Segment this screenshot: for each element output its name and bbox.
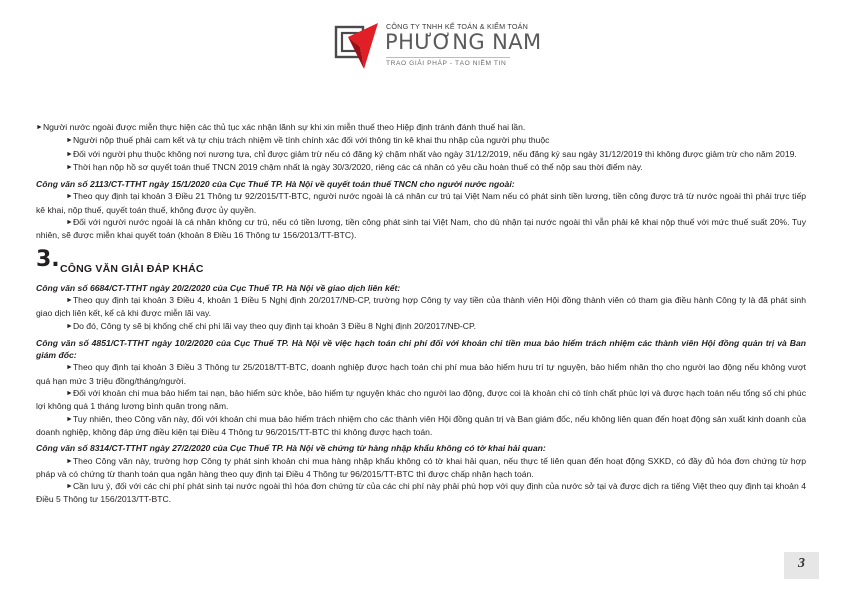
page-number: 3	[798, 556, 805, 571]
paragraph: ►Người nộp thuế phải cam kết và tự chịu trách nhiệm về tính chính xác đối với thông tin kê khai thu nhập của người phụ thuộc	[66, 135, 550, 146]
triangle-bullet-icon: ►	[66, 457, 73, 465]
cv-2113-title: Công văn số 2113/CT-TTHT ngày 15/1/2020 của Cục Thuế TP. Hà Nội về quyết toán thuế TNCN cho người nước ngoài:	[36, 179, 515, 190]
section-number: 3.	[36, 246, 60, 272]
paragraph: ►Theo quy định tại khoản 3 Điều 4, khoản 1 Điều 5 Nghị định 20/2017/NĐ-CP, trường hợp Công ty vay tiền của thành viên Hội đồng thành viên có tham gia điều hành Công ty là đã phát sinh giao dịch liên kết, kể cả khi được miễn lãi vay.	[36, 294, 806, 319]
triangle-bullet-icon: ►	[66, 150, 73, 158]
page-content	[36, 121, 806, 506]
triangle-bullet-icon: ►	[66, 137, 73, 145]
paragraph: ►Do đó, Công ty sẽ bị khống chế chi phí lãi vay theo quy định tại khoản 3 Điều 8 Nghị định 20/2017/NĐ-CP.	[66, 320, 476, 331]
triangle-bullet-icon: ►	[66, 364, 73, 372]
cv-8314-title: Công văn số 8314/CT-TTHT ngày 27/2/2020 của Cục Thuế TP. Hà Nội về chứng từ hàng nhập khẩu không có tờ khai hải quan:	[36, 443, 546, 454]
paragraph: ►Tuy nhiên, theo Công văn này, đối với khoản chi mua bảo hiểm trách nhiệm cho các thành viên Hội đồng quản trị và Ban giám đốc, nếu không liên quan đến hoạt động sản xuất kinh doanh của doanh nghiệp, không đáp ứng điều kiện tại Điều 4 Thông tư 96/2015/TT-BTC thì không được hạch toán.	[36, 413, 806, 437]
paragraph: ►Người nước ngoài được miễn thực hiện các thủ tục xác nhận lãnh sự khi xin miễn thuế theo Hiệp định tránh đánh thuế hai lần.	[36, 122, 526, 132]
company-slogan: TRAO GIẢI PHÁP - TẠO NIỀM TIN	[386, 60, 507, 67]
triangle-bullet-icon: ►	[66, 296, 73, 304]
cv-6684-title: Công văn số 6684/CT-TTHT ngày 20/2/2020 của Cục Thuế TP. Hà Nội về giao dịch liên kết:	[36, 282, 401, 293]
paragraph: ►Đối với người phụ thuộc không nơi nương tựa, chỉ được giảm trừ nếu có đăng ký chậm nhất vào ngày 31/12/2019, nếu đăng ký sau ngày 31/12/2019 thì không được giảm trừ cho năm 2019.	[66, 148, 797, 159]
page-number-box	[784, 552, 819, 579]
triangle-bullet-icon: ►	[66, 390, 73, 398]
triangle-bullet-icon: ►	[66, 193, 73, 201]
brand-divider	[386, 57, 510, 58]
cv-4851-title: Công văn số 4851/CT-TTHT ngày 10/2/2020 của Cục Thuế TP. Hà Nội về việc hạch toán chi phí đối với khoản chi tiền mua bảo hiểm trách nhiệm các thành viên Hội đồng quản trị và Ban giám đốc:	[36, 337, 806, 361]
company-name: PHƯƠNG NAM	[385, 30, 542, 54]
triangle-bullet-icon: ►	[66, 219, 73, 227]
triangle-bullet-icon: ►	[66, 163, 73, 171]
company-header	[334, 18, 542, 74]
company-type-label: CÔNG TY TNHH KẾ TOÁN & KIỂM TOÁN	[386, 22, 529, 31]
paragraph: ►Cần lưu ý, đối với các chi phí phát sinh tại nước ngoài thì hóa đơn chứng từ của các chi phí này phải phù hợp với quy định của nước sở tại và được dịch ra tiếng Việt theo quy định tại khoản 4 Điều 5 Thông tư 156/2013/TT-BTC.	[36, 481, 806, 505]
paragraph: ►Theo quy định tại khoản 3 Điều 21 Thông tư 92/2015/TT-BTC, người nước ngoài là cá nhân cư trú tại Việt Nam nếu có phát sinh tiền lương, tiền công được trả từ nước ngoài thì phải trực tiếp kê khai, nộp thuế, quyết toán thuế, không được ủy quyền.	[36, 191, 806, 215]
triangle-bullet-icon: ►	[36, 124, 43, 131]
triangle-bullet-icon: ►	[66, 483, 73, 491]
paragraph: ►Đối với khoản chi mua bảo hiểm tai nạn, bảo hiểm sức khỏe, bảo hiểm tự nguyện khác cho người lao động, được coi là khoản chi có tính chất phúc lợi và được hạch toán nếu tổng số chi phúc lợi không quá 1 tháng lương bình quân trong năm.	[36, 388, 806, 412]
paragraph: ►Thời hạn nộp hồ sơ quyết toán thuế TNCN 2019 chậm nhất là ngày 30/3/2020, riêng các cá nhân có yêu cầu hoàn thuế có thể nộp sau thời điểm này.	[66, 161, 643, 172]
paragraph: ►Đối với người nước ngoài là cá nhân không cư trú, nếu có tiền lương, tiền công phát sinh tại Việt Nam, cho dù nhận tại nước ngoài thì vẫn phải kê khai nộp thuế với mức thuế suất 20%. Tuy nhiên, sẽ được miễn khai quyết toán (khoản 8 Điều 16 Thông tư 156/2013/TT-BTC).	[36, 217, 806, 241]
section-heading	[36, 246, 806, 282]
triangle-bullet-icon: ►	[66, 415, 73, 423]
section-title: CÔNG VĂN GIẢI ĐÁP KHÁC	[60, 262, 204, 275]
phuong-nam-logo-icon	[334, 21, 380, 71]
triangle-bullet-icon: ►	[66, 322, 73, 330]
paragraph: ►Theo Công văn này, trường hợp Công ty phát sinh khoản chi mua hàng nhập khẩu không có tờ khai hải quan, nếu thực tế liên quan đến hoạt động SXKD, có đầy đủ hóa đơn chứng từ hợp pháp và có chứng từ thanh toán qua ngân hàng theo quy định tại Điều 4 Thông tư 96/2015/TT-BTC thì được chấp nhận hạch toán.	[36, 455, 806, 479]
paragraph: ►Theo quy định tại khoản 3 Điều 3 Thông tư 25/2018/TT-BTC, doanh nghiệp được hạch toán chi phí mua bảo hiểm hưu trí tự nguyện, bảo hiểm nhân thọ cho người lao động nếu không vượt quá hạn mức 3 triệu đồng/tháng/người.	[36, 362, 806, 386]
